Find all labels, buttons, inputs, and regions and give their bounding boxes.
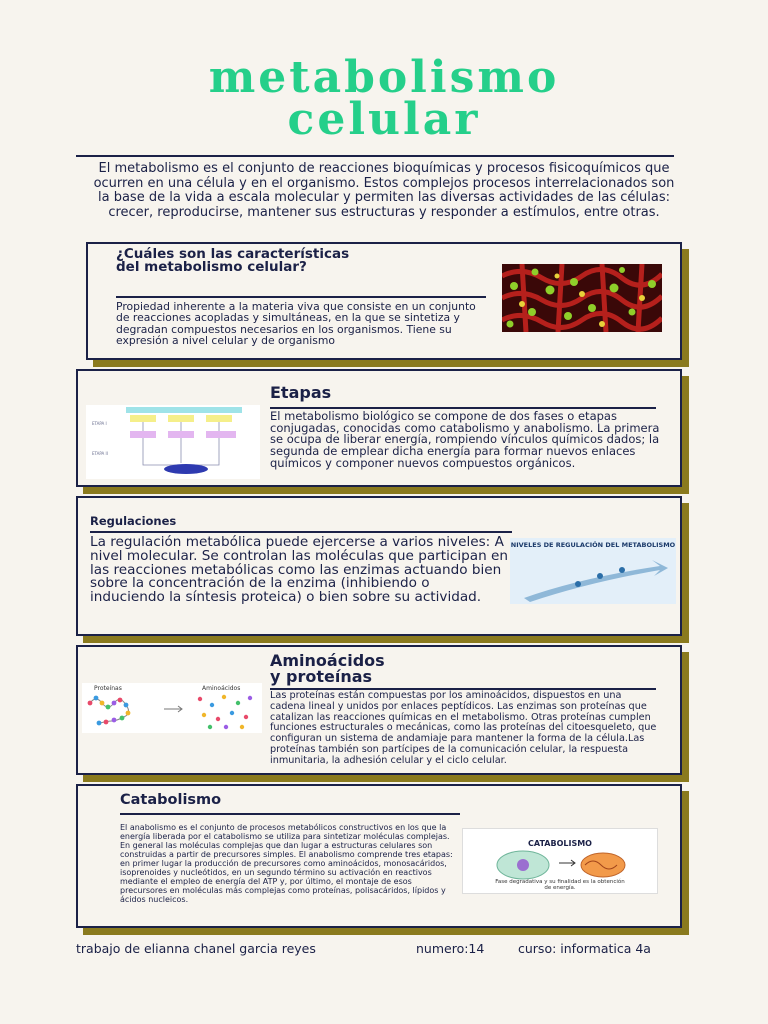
proteins-label: Proteínas <box>94 685 122 692</box>
caracteristicas-heading: ¿Cuáles son las características del metabolismo celular? <box>116 246 350 275</box>
catabolism-image-caption: Fase degradativa y su finalidad es la obtención de energía. <box>495 879 625 891</box>
aminoacidos-heading-line2: y proteínas <box>270 667 373 686</box>
card-aminoacidos <box>76 645 682 775</box>
page-title-line1: metabolismo <box>208 52 560 103</box>
regulaciones-divider <box>90 531 512 533</box>
caracteristicas-body: Propiedad inherente a la materia viva que consiste en un conjunto de reacciones acopladas y simultáneas, en la que se sintetiza y degradan compuestos necesarios en los organismos. Tiene su expresión a nivel celular y de organismo <box>116 300 476 347</box>
aminoacids-label: Aminoácidos <box>202 685 241 692</box>
regulaciones-heading: Regulaciones <box>90 514 177 528</box>
etapas-body: El metabolismo biológico se compone de dos fases o etapas conjugadas, conocidas como catabolismo y anabolismo. La primera se ocupa de liberar energía, rompiendo vínculos químicos dados; la segunda de emplear dicha energía para formar nuevos enlaces químicos y componer nuevos compuestos orgánicos. <box>270 409 660 470</box>
catabolismo-body: El anabolismo es el conjunto de procesos metabólicos constructivos en los que la energía liberada por el catabolismo se utiliza para sintetizar moléculas complejas. En general las moléculas complejas que dan lugar a estructuras celulares son construidas a partir de precursores simples. El anabolismo comprende tres etapas: en primer lugar la producción de precursores como aminoácidos, monosacáridos, isoprenoides y nucleótidos, en un segundo término su activación en reactivos mediante el empleo de energía del ATP y, por último, el montaje de esos precursores en moléculas más complejas como proteínas, polisacáridos, lípidos y ácidos nucleicos. <box>120 823 453 904</box>
title-divider <box>76 155 674 157</box>
caracteristicas-divider <box>116 296 486 298</box>
footer-author: trabajo de elianna chanel garcia reyes <box>76 941 316 956</box>
svg-text:ETAPA II: ETAPA II <box>92 451 108 456</box>
metabolism-stages-diagram <box>86 405 260 479</box>
proteins-aminoacids-image <box>82 683 262 733</box>
catabolism-image <box>462 828 658 894</box>
catabolism-image-title: CATABOLISMO <box>528 839 592 848</box>
aminoacidos-heading-line1: Aminoácidos <box>270 651 385 670</box>
regulaciones-body: La regulación metabólica puede ejercerse a varios niveles: A nivel molecular. Se controlan las moléculas que participan en las reacciones metabólicas como las enzimas actuando bien sobre la concentración de la enzima (inhibiendo o induciendo la síntesis proteica) o bien sobre su actividad. <box>90 534 508 606</box>
footer-course: curso: informatica 4a <box>518 941 651 956</box>
etapas-heading: Etapas <box>270 383 332 402</box>
regulation-image-title: NIVELES DE REGULACIÓN DEL METABOLISMO <box>510 541 676 549</box>
card-caracteristicas <box>86 242 682 360</box>
cell-tissue-image <box>502 264 662 332</box>
regulation-levels-image <box>510 538 676 604</box>
card-etapas <box>76 369 682 487</box>
catabolismo-divider <box>120 813 460 815</box>
catabolismo-heading: Catabolismo <box>120 792 222 808</box>
card-catabolismo <box>76 784 682 928</box>
intro-paragraph: El metabolismo es el conjunto de reacciones bioquímicas y procesos fisicoquímicos que ocurren en una célula y en el organismo. Estos complejos procesos interrelacionados son la base de la vida a escala molecular y permiten las diversas actividades de las células: crecer, reproducirse, mantener sus estructuras y responder a estímulos, entre otras. <box>93 161 675 220</box>
aminoacidos-body: Las proteínas están compuestas por los aminoácidos, dispuestos en una cadena lineal y unidos por enlaces peptídicos. Las enzimas son proteínas que catalizan las reacciones químicas en el metabolismo. Otras proteínas cumplen funciones estructurales o mecánicas, como las proteínas del citoesqueleto, que configuran un sistema de andamiaje para mantener la forma de la célula.Las proteínas también son partícipes de la comunicación celular, la respuesta inmunitaria, la adhesión celular y el ciclo celular. <box>270 690 657 766</box>
footer-number: numero:14 <box>416 941 485 956</box>
card-regulaciones <box>76 496 682 636</box>
page-title-line2: celular <box>287 94 481 145</box>
svg-text:ETAPA I: ETAPA I <box>92 421 107 426</box>
